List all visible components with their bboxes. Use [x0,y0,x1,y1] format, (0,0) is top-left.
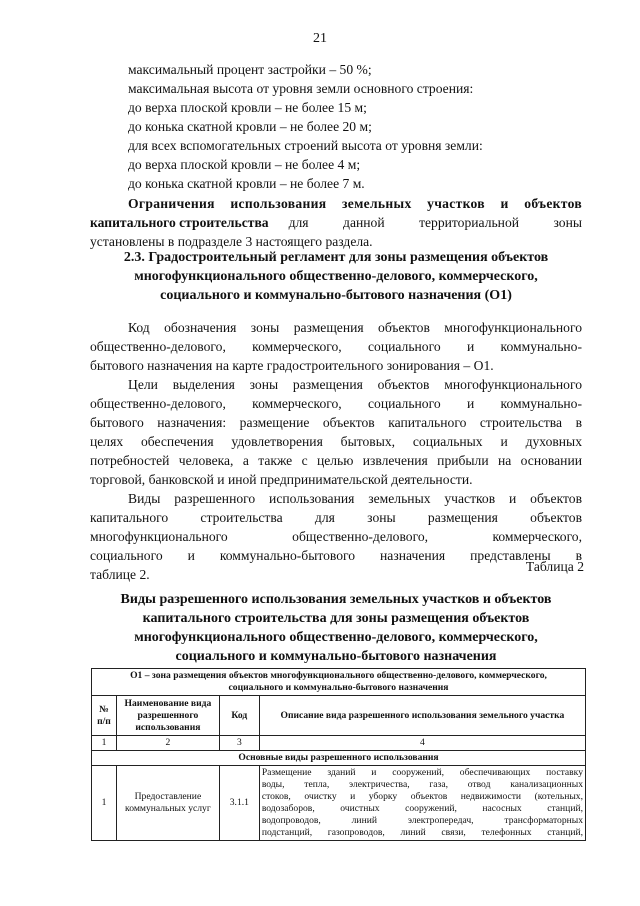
section-heading-line: многофункционального общественно-делового, коммерческого, [134,269,538,284]
index-cell: 4 [259,736,585,751]
section-main-cell: Основные виды разрешенного использования [92,751,586,766]
col-name-header: Наименование вида разрешенного использования [116,696,219,736]
goals-paragraph-line: торговой, банковской и иной предпринимательской деятельности. [90,472,473,487]
column-header-row [92,696,586,736]
section-heading-line: 2.3. Градостроительный регламент для зоны размещения объектов [123,250,549,265]
row-desc-line: подстанций, газопроводов, линий связи, телефонных станций, [261,827,583,838]
table-label: Таблица 2 [525,559,584,574]
code-paragraph-line: Код обозначения зоны размещения объектов многофункционального [128,320,582,335]
zone-header-row [92,669,586,696]
goals-paragraph-line: бытового назначения: размещение объектов капитального строительства в [90,415,582,430]
col-num-label: № [99,703,109,715]
index-cell: 2 [116,736,219,751]
page-number: 21 [313,31,327,46]
intro-line: максимальная высота от уровня земли основного строения: [128,81,474,96]
goals-paragraph-line: потребностей человека, а также с целью извлечения прибыли на основании [90,453,582,468]
intro-line: до конька скатной кровли – не более 20 м; [128,119,372,134]
restrictions-rest-text: для данной территориальной зоны [288,215,582,230]
restrictions-line-1: Ограничения использования земельных участков и объектов [128,196,582,211]
zone-header-cell [92,669,586,696]
intro-line: до верха плоской кровли – не более 15 м; [128,100,367,115]
permitted-use-table [91,668,586,841]
code-paragraph-line: общественно-делового, коммерческого, социального и коммунально- [90,339,582,354]
restrictions-bold-text: капитального строительства [90,215,269,230]
restrictions-line-3: установлены в подразделе 3 настоящего раздела. [90,234,373,249]
goals-paragraph-line: целях обеспечения удовлетворения бытовых, социальных и духовных [90,434,582,449]
col-num-header [92,696,117,736]
row-desc-line: водопроводов, линий электропередач, трансформаторных [261,815,583,826]
table-title-line: капитального строительства для зоны размещения объектов [142,611,530,626]
intro-line: для всех вспомогательных строений высота от уровня земли: [128,138,483,153]
zone-header-line: О1 – зона размещения объектов многофункционального общественно-делового, коммерческого, [130,670,547,681]
types-paragraph-line: многофункционального общественно-делового, коммерческого, [90,529,582,544]
col-desc-header: Описание вида разрешенного использования земельного участка [259,696,585,736]
goals-paragraph-line: Цели выделения зоны размещения объектов многофункционального [128,377,582,392]
table-title-line: Виды разрешенного использования земельных участков и объектов [120,592,552,607]
table-title-line: многофункционального общественно-делового, коммерческого, [134,630,538,645]
row-code-cell: 3.1.1 [219,766,259,841]
intro-line: до верха плоской кровли – не более 4 м; [128,157,361,172]
code-paragraph-line: бытового назначения на карте градостроительного зонирования – О1. [90,358,494,373]
section-heading-line: социального и коммунально-бытового назначения (О1) [160,288,512,303]
row-desc-line: Размещение зданий и сооружений, обеспечивающих поставку [261,767,583,778]
table-row [92,766,586,841]
col-code-header: Код [219,696,259,736]
row-desc-line: стоков, очистку и уборку объектов недвижимости (котельных, [261,791,583,802]
intro-line: максимальный процент застройки – 50 %; [128,62,372,77]
types-paragraph-line: капитального строительства для зоны размещения объектов [90,510,582,525]
col-num-label: п/п [97,715,111,727]
types-paragraph-line: таблице 2. [90,567,150,582]
row-num-cell: 1 [92,766,117,841]
types-paragraph-line: социального и коммунально-бытового назначения представлены в [90,548,582,563]
index-cell: 3 [219,736,259,751]
row-desc-line: воды, тепла, электричества, газа, отвод канализационных [261,779,583,790]
section-row [92,751,586,766]
row-desc-cell [259,766,585,841]
table-title-line: социального и коммунально-бытового назначения [175,649,497,664]
intro-line: до конька скатной кровли – не более 7 м. [128,176,365,191]
types-paragraph-line: Виды разрешенного использования земельных участков и объектов [128,491,582,506]
row-name-cell: Предоставление коммунальных услуг [116,766,219,841]
zone-header-line: социального и коммунально-бытового назначения [228,682,449,693]
restrictions-line-2 [90,213,582,232]
index-cell: 1 [92,736,117,751]
row-desc-line: водозаборов, очистных сооружений, насосных станций, [261,803,583,814]
index-row [92,736,586,751]
goals-paragraph-line: общественно-делового, коммерческого, социального и коммунально- [90,396,582,411]
